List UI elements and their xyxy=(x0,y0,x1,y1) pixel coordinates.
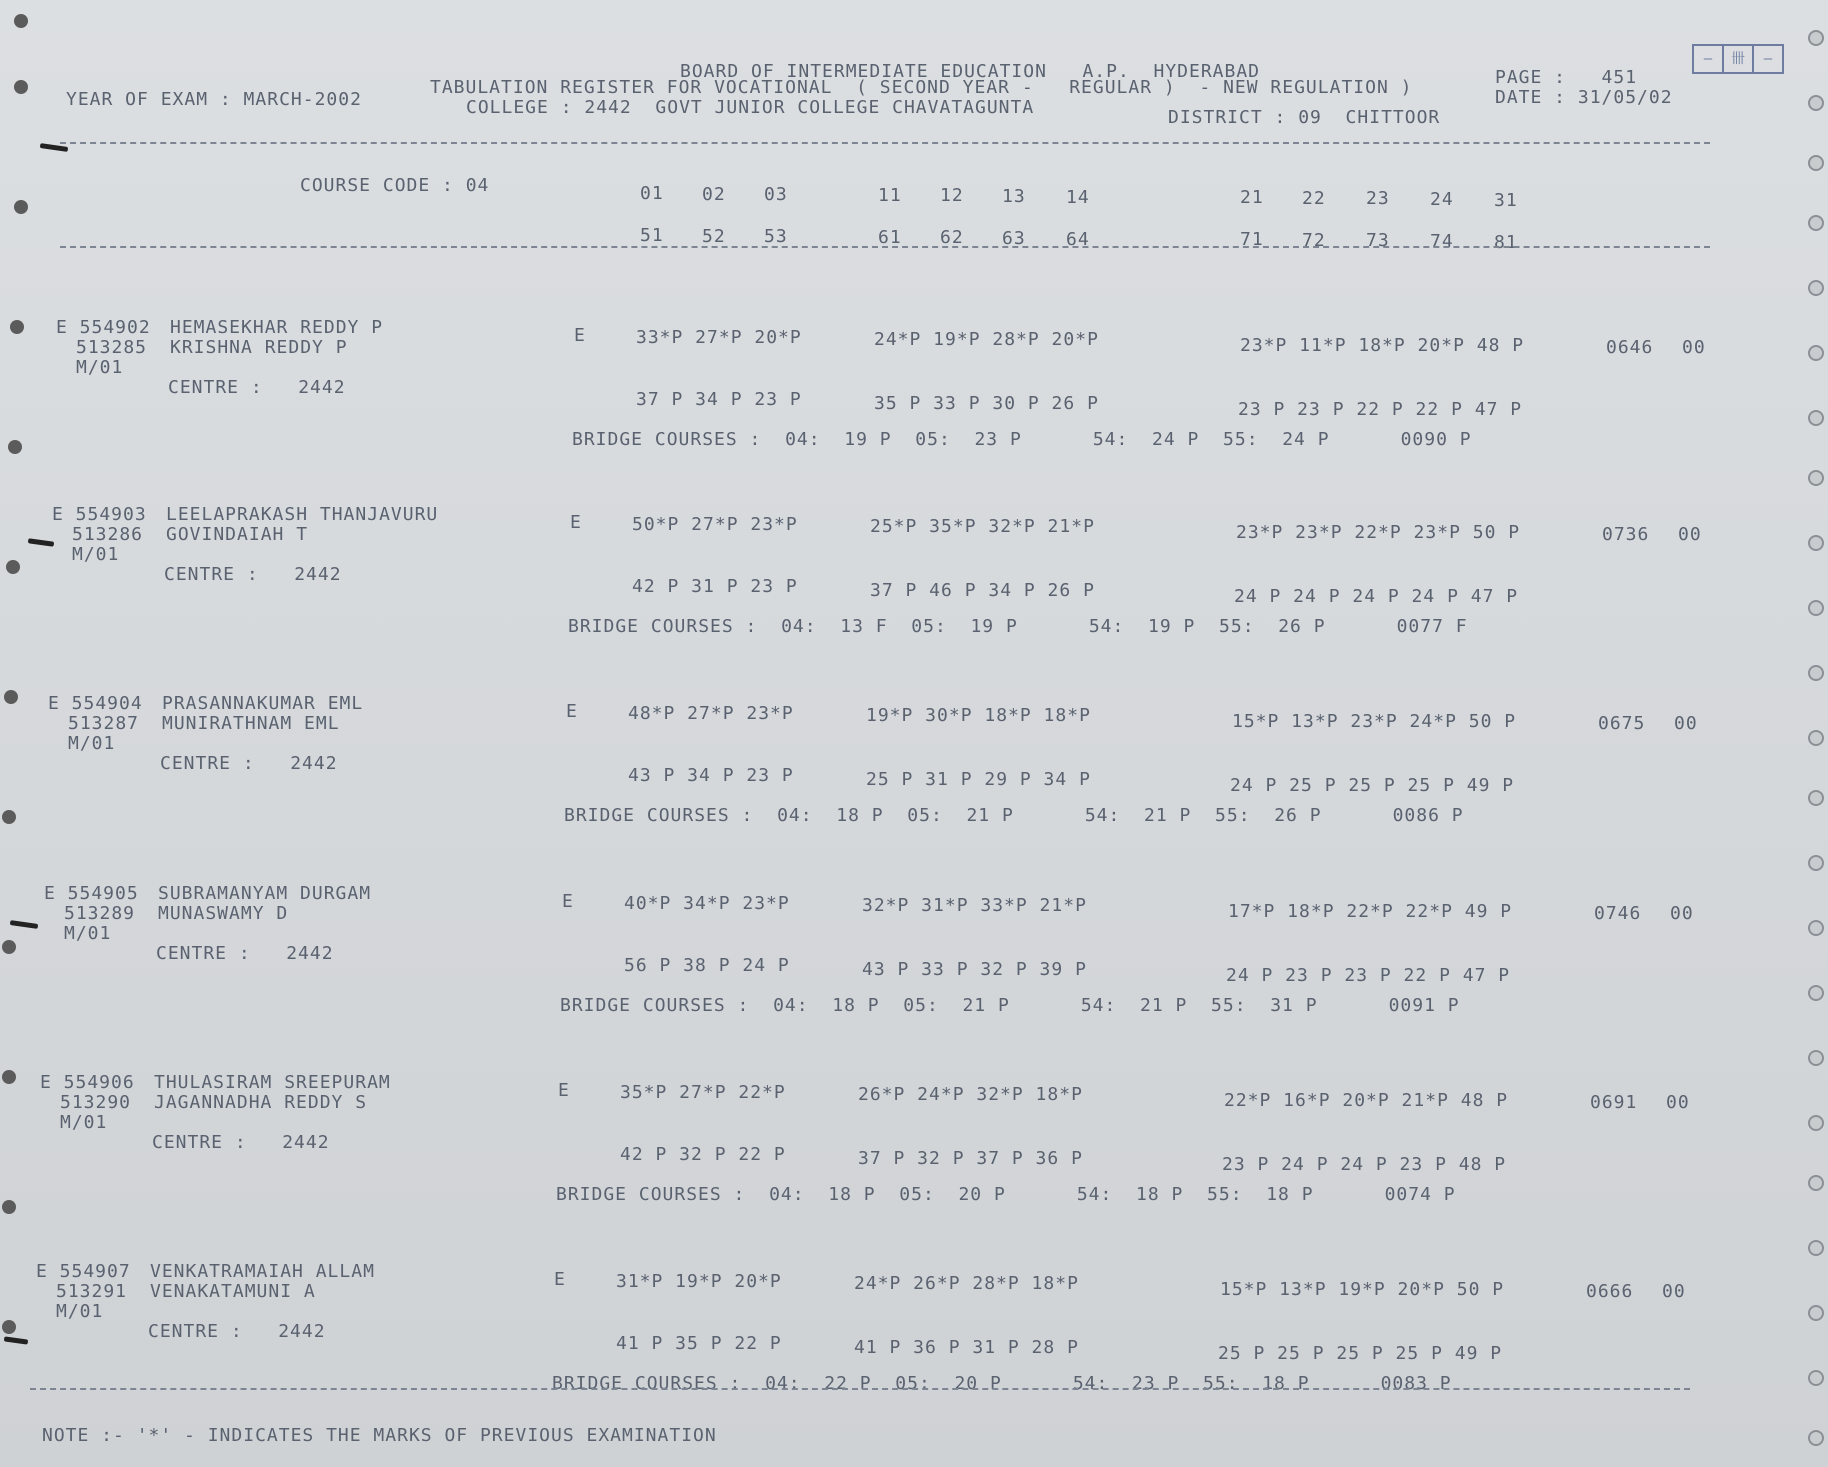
reg-number: E 554902 xyxy=(56,317,151,338)
roll-number: 513291 xyxy=(56,1281,128,1302)
header-year-of-exam: YEAR OF EXAM : MARCH-2002 xyxy=(66,89,362,110)
subject-code: 74 xyxy=(1430,231,1454,252)
subject-code: 02 xyxy=(702,184,726,205)
marks-row2-part-b: 41 P 36 P 31 P 28 P xyxy=(854,1337,1079,1358)
result-code: 00 xyxy=(1670,903,1694,924)
stream-code: E xyxy=(570,512,582,533)
subject-code: 51 xyxy=(640,225,664,246)
student-name: PRASANNAKUMAR EML xyxy=(162,693,364,714)
marks-row1-part-a: 40*P 34*P 23*P xyxy=(624,893,790,914)
tractor-hole xyxy=(1808,1305,1824,1321)
marks-row1-part-a: 48*P 27*P 23*P xyxy=(628,703,794,724)
binder-hole xyxy=(2,810,16,824)
bridge-courses: BRIDGE COURSES : 04: 13 F 05: 19 P 54: 19 P 55: 26 P 0077 F xyxy=(568,616,1468,637)
father-name: KRISHNA REDDY P xyxy=(170,337,348,358)
centre-label: CENTRE : 2442 xyxy=(168,377,346,398)
subject-code: 14 xyxy=(1066,187,1090,208)
father-name: MUNASWAMY D xyxy=(158,903,289,924)
marks-row1-part-a: 33*P 27*P 20*P xyxy=(636,327,802,348)
marks-row1-part-c: 23*P 23*P 22*P 23*P 50 P xyxy=(1236,522,1521,543)
student-name: THULASIRAM SREEPURAM xyxy=(154,1072,391,1093)
tractor-hole xyxy=(1808,790,1824,806)
centre-label: CENTRE : 2442 xyxy=(156,943,334,964)
tractor-hole xyxy=(1808,535,1824,551)
bridge-courses: BRIDGE COURSES : 04: 19 P 05: 23 P 54: 24 P 55: 24 P 0090 P xyxy=(572,429,1472,450)
marks-row1-part-a: 35*P 27*P 22*P xyxy=(620,1082,786,1103)
marks-row1-part-b: 24*P 26*P 28*P 18*P xyxy=(854,1273,1079,1294)
marks-row2-part-a: 56 P 38 P 24 P xyxy=(624,955,790,976)
pen-mark xyxy=(4,1336,28,1344)
header-register-line: TABULATION REGISTER FOR VOCATIONAL ( SECOND YEAR - REGULAR ) - NEW REGULATION ) xyxy=(430,77,1413,98)
binder-hole xyxy=(14,200,28,214)
stream-code: E xyxy=(574,325,586,346)
father-name: MUNIRATHNAM EML xyxy=(162,713,340,734)
tractor-hole xyxy=(1808,1050,1824,1066)
stream-code: E xyxy=(566,701,578,722)
marks-row2-part-c: 24 P 24 P 24 P 24 P 47 P xyxy=(1234,586,1519,607)
header-district: DISTRICT : 09 CHITTOOR xyxy=(1168,107,1441,128)
father-name: VENAKATAMUNI A xyxy=(150,1281,316,1302)
grand-total: 0746 xyxy=(1594,903,1642,924)
marks-row2-part-a: 37 P 34 P 23 P xyxy=(636,389,802,410)
logo-cell-icon: — xyxy=(1694,46,1724,72)
logo-cell-icon: — xyxy=(1763,51,1773,67)
tractor-hole xyxy=(1808,470,1824,486)
subject-code: 11 xyxy=(878,185,902,206)
bridge-courses: BRIDGE COURSES : 04: 22 P 05: 20 P 54: 23 P 55: 18 P 0083 P xyxy=(552,1373,1452,1394)
father-name: JAGANNADHA REDDY S xyxy=(154,1092,368,1113)
binder-hole xyxy=(2,1070,16,1084)
marks-row2-part-c: 23 P 23 P 22 P 22 P 47 P xyxy=(1238,399,1523,420)
medium-code: M/01 xyxy=(76,357,124,378)
marks-row2-part-a: 42 P 32 P 22 P xyxy=(620,1144,786,1165)
tractor-hole xyxy=(1808,1240,1824,1256)
divider-bottom xyxy=(30,1388,1690,1390)
stream-code: E xyxy=(562,891,574,912)
tractor-hole xyxy=(1808,600,1824,616)
pen-mark xyxy=(10,920,38,929)
marks-row1-part-c: 15*P 13*P 23*P 24*P 50 P xyxy=(1232,711,1517,732)
board-logo-box xyxy=(1692,44,1784,74)
logo-cell-icon: 卌 xyxy=(1724,46,1754,72)
roll-number: 513287 xyxy=(68,713,140,734)
roll-number: 513286 xyxy=(72,524,144,545)
roll-number: 513285 xyxy=(76,337,148,358)
roll-number: 513290 xyxy=(60,1092,132,1113)
result-code: 00 xyxy=(1674,713,1698,734)
centre-label: CENTRE : 2442 xyxy=(152,1132,330,1153)
binder-hole xyxy=(14,14,28,28)
tractor-hole xyxy=(1808,280,1824,296)
reg-number: E 554907 xyxy=(36,1261,131,1282)
divider-top xyxy=(60,142,1710,144)
subject-code: 24 xyxy=(1430,189,1454,210)
reg-number: E 554906 xyxy=(40,1072,135,1093)
subject-code: 01 xyxy=(640,183,664,204)
marks-row2-part-b: 37 P 32 P 37 P 36 P xyxy=(858,1148,1083,1169)
marks-row2-part-a: 41 P 35 P 22 P xyxy=(616,1333,782,1354)
marks-row1-part-b: 32*P 31*P 33*P 21*P xyxy=(862,895,1087,916)
reg-number: E 554905 xyxy=(44,883,139,904)
subject-code: 21 xyxy=(1240,187,1264,208)
marks-row2-part-b: 35 P 33 P 30 P 26 P xyxy=(874,393,1099,414)
marks-row1-part-b: 19*P 30*P 18*P 18*P xyxy=(866,705,1091,726)
tractor-hole xyxy=(1808,1115,1824,1131)
pen-mark xyxy=(40,143,68,152)
subject-code: 71 xyxy=(1240,229,1264,250)
student-name: VENKATRAMAIAH ALLAM xyxy=(150,1261,375,1282)
tractor-hole xyxy=(1808,665,1824,681)
marks-row2-part-a: 42 P 31 P 23 P xyxy=(632,576,798,597)
marks-row1-part-a: 31*P 19*P 20*P xyxy=(616,1271,782,1292)
tractor-hole xyxy=(1808,30,1824,46)
marks-row1-part-c: 22*P 16*P 20*P 21*P 48 P xyxy=(1224,1090,1509,1111)
result-code: 00 xyxy=(1662,1281,1686,1302)
binder-hole xyxy=(2,1200,16,1214)
marks-row2-part-b: 37 P 46 P 34 P 26 P xyxy=(870,580,1095,601)
tractor-hole xyxy=(1808,410,1824,426)
tractor-hole xyxy=(1808,920,1824,936)
centre-label: CENTRE : 2442 xyxy=(164,564,342,585)
header-page: PAGE : 451 xyxy=(1495,67,1638,88)
subject-code: 22 xyxy=(1302,188,1326,209)
subject-code: 23 xyxy=(1366,188,1390,209)
binder-hole xyxy=(10,320,24,334)
result-code: 00 xyxy=(1682,337,1706,358)
subject-code: 72 xyxy=(1302,230,1326,251)
subject-code: 61 xyxy=(878,227,902,248)
student-name: SUBRAMANYAM DURGAM xyxy=(158,883,372,904)
subject-code: 73 xyxy=(1366,230,1390,251)
student-name: LEELAPRAKASH THANJAVURU xyxy=(166,504,439,525)
medium-code: M/01 xyxy=(72,544,120,565)
subject-code: 63 xyxy=(1002,228,1026,249)
header-date: DATE : 31/05/02 xyxy=(1495,87,1673,108)
tractor-hole xyxy=(1808,1430,1824,1446)
marks-row1-part-b: 24*P 19*P 28*P 20*P xyxy=(874,329,1099,350)
binder-hole xyxy=(8,440,22,454)
grand-total: 0646 xyxy=(1606,337,1654,358)
bridge-courses: BRIDGE COURSES : 04: 18 P 05: 21 P 54: 21 P 55: 31 P 0091 P xyxy=(560,995,1460,1016)
header-college: COLLEGE : 2442 GOVT JUNIOR COLLEGE CHAVATAGUNTA xyxy=(466,97,1035,118)
medium-code: M/01 xyxy=(60,1112,108,1133)
tractor-hole xyxy=(1808,855,1824,871)
tractor-hole xyxy=(1808,215,1824,231)
father-name: GOVINDAIAH T xyxy=(166,524,309,545)
subject-code: 52 xyxy=(702,226,726,247)
roll-number: 513289 xyxy=(64,903,136,924)
subject-code: 81 xyxy=(1494,232,1518,253)
tractor-hole xyxy=(1808,345,1824,361)
marks-row2-part-b: 43 P 33 P 32 P 39 P xyxy=(862,959,1087,980)
course-code: COURSE CODE : 04 xyxy=(300,175,490,196)
grand-total: 0736 xyxy=(1602,524,1650,545)
pen-mark xyxy=(28,538,54,547)
divider-header xyxy=(60,246,1710,248)
subject-code: 53 xyxy=(764,226,788,247)
marks-row2-part-c: 23 P 24 P 24 P 23 P 48 P xyxy=(1222,1154,1507,1175)
marks-row1-part-b: 25*P 35*P 32*P 21*P xyxy=(870,516,1095,537)
marks-row1-part-c: 15*P 13*P 19*P 20*P 50 P xyxy=(1220,1279,1505,1300)
tractor-hole xyxy=(1808,155,1824,171)
result-code: 00 xyxy=(1666,1092,1690,1113)
tractor-hole xyxy=(1808,95,1824,111)
marks-row1-part-a: 50*P 27*P 23*P xyxy=(632,514,798,535)
subject-code: 62 xyxy=(940,227,964,248)
marks-row1-part-b: 26*P 24*P 32*P 18*P xyxy=(858,1084,1083,1105)
grand-total: 0675 xyxy=(1598,713,1646,734)
bridge-courses: BRIDGE COURSES : 04: 18 P 05: 20 P 54: 18 P 55: 18 P 0074 P xyxy=(556,1184,1456,1205)
medium-code: M/01 xyxy=(68,733,116,754)
binder-hole xyxy=(2,1320,16,1334)
marks-row2-part-c: 24 P 23 P 23 P 22 P 47 P xyxy=(1226,965,1511,986)
stream-code: E xyxy=(554,1269,566,1290)
marks-row2-part-c: 24 P 25 P 25 P 25 P 49 P xyxy=(1230,775,1515,796)
reg-number: E 554903 xyxy=(52,504,147,525)
reg-number: E 554904 xyxy=(48,693,143,714)
stream-code: E xyxy=(558,1080,570,1101)
marks-row2-part-b: 25 P 31 P 29 P 34 P xyxy=(866,769,1091,790)
binder-hole xyxy=(6,560,20,574)
header-board-line: BOARD OF INTERMEDIATE EDUCATION A.P. HYDERABAD xyxy=(680,61,1261,82)
centre-label: CENTRE : 2442 xyxy=(148,1321,326,1342)
bridge-courses: BRIDGE COURSES : 04: 18 P 05: 21 P 54: 21 P 55: 26 P 0086 P xyxy=(564,805,1464,826)
binder-hole xyxy=(2,940,16,954)
medium-code: M/01 xyxy=(56,1301,104,1322)
tractor-hole xyxy=(1808,985,1824,1001)
subject-code: 31 xyxy=(1494,190,1518,211)
tractor-hole xyxy=(1808,1370,1824,1386)
medium-code: M/01 xyxy=(64,923,112,944)
grand-total: 0666 xyxy=(1586,1281,1634,1302)
marks-row2-part-c: 25 P 25 P 25 P 25 P 49 P xyxy=(1218,1343,1503,1364)
tractor-hole xyxy=(1808,1175,1824,1191)
subject-code: 64 xyxy=(1066,229,1090,250)
binder-hole xyxy=(4,690,18,704)
marks-row1-part-c: 17*P 18*P 22*P 22*P 49 P xyxy=(1228,901,1513,922)
grand-total: 0691 xyxy=(1590,1092,1638,1113)
student-name: HEMASEKHAR REDDY P xyxy=(170,317,384,338)
centre-label: CENTRE : 2442 xyxy=(160,753,338,774)
tractor-hole xyxy=(1808,730,1824,746)
subject-code: 03 xyxy=(764,184,788,205)
subject-code: 13 xyxy=(1002,186,1026,207)
note-line: NOTE :- '*' - INDICATES THE MARKS OF PREVIOUS EXAMINATION xyxy=(42,1425,717,1446)
result-code: 00 xyxy=(1678,524,1702,545)
binder-hole xyxy=(14,80,28,94)
marks-row1-part-c: 23*P 11*P 18*P 20*P 48 P xyxy=(1240,335,1525,356)
subject-code: 12 xyxy=(940,185,964,206)
marks-row2-part-a: 43 P 34 P 23 P xyxy=(628,765,794,786)
